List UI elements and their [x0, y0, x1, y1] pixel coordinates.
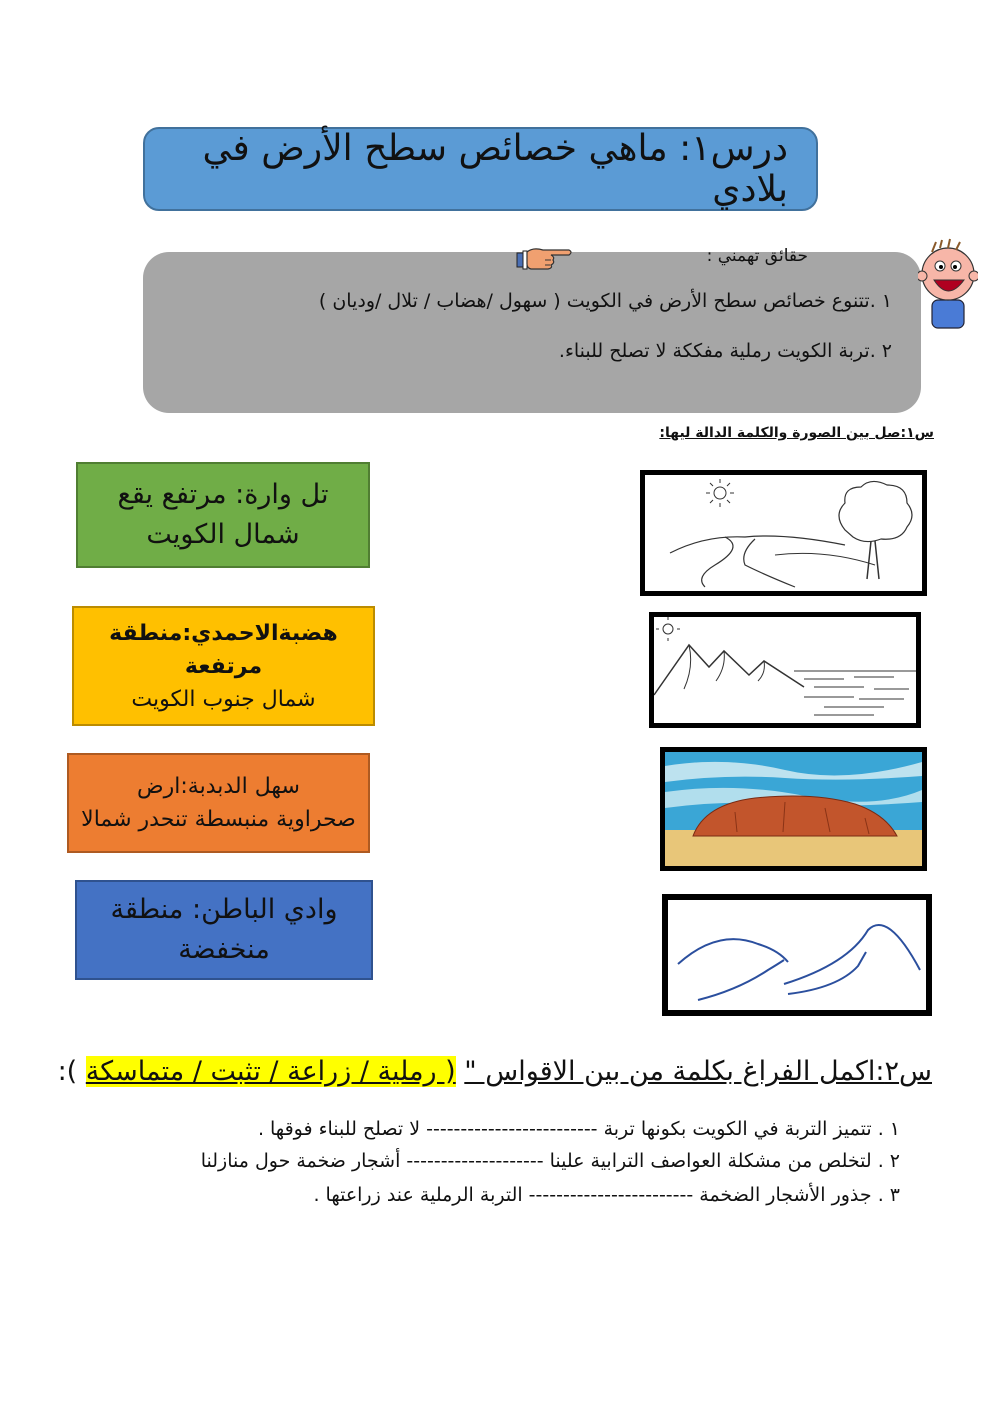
pointing-hand-icon: [515, 244, 575, 274]
question-2-word-bank: ( رملية / زراعة / تثبت / متماسكة: [85, 1056, 456, 1087]
question-1-prompt: س١:صل بين الصورة والكلمة الدالة ليها:: [659, 425, 934, 441]
lesson-title-box: [143, 127, 818, 211]
card-line-2: صحراوية منبسطة تنحدر شمالا: [81, 807, 356, 832]
fact-item-2: ٢ .تربة الكويت رملية مفككة لا تصلح للبناء.: [558, 340, 892, 362]
card-line-2: شمال جنوب الكويت: [131, 686, 316, 712]
card-ahmadi-plateau: [72, 606, 375, 726]
plateau-picture: [649, 612, 921, 728]
card-line-2: شمال الكويت: [146, 519, 300, 550]
desert-rock-picture: [660, 747, 927, 871]
question-2-close: ):: [57, 1056, 78, 1087]
fill-item-3: ٣ . جذور الأشجار الضخمة ------------------------ التربة الرملية عند زراعتها .: [313, 1184, 900, 1206]
card-line-1: هضبةالاحمدي:منطقة مرتفعة: [109, 620, 338, 679]
lesson-title: درس١: ماهي خصائص سطح الأرض في بلادي: [202, 128, 788, 210]
facts-box: [143, 252, 921, 413]
fill-item-2: ٢ . لتخلص من مشكلة العواصف الترابية علينا -------------------- أشجار ضخمة حول منازلنا: [200, 1150, 900, 1172]
question-2-prompt: [58, 1056, 932, 1087]
card-dibdibba-plain: [67, 753, 370, 853]
facts-heading: حقائق تهمني :: [706, 246, 808, 266]
cartoon-boy-icon: [918, 238, 978, 334]
card-line-1: سهل الدبدبة:ارض: [137, 774, 300, 799]
card-line-2: منخفضة: [178, 934, 270, 965]
valley-picture: [662, 894, 932, 1016]
fill-item-1: ١ . تتميز التربة في الكويت بكونها تربة ------------------------- لا تصلح للبناء فوقها .: [257, 1118, 900, 1140]
card-line-1: وادي الباطن: منطقة: [110, 893, 338, 925]
question-2-text: س٢:اكمل الفراغ بكلمة من بين الاقواس ": [464, 1056, 932, 1087]
card-batin-valley: [75, 880, 373, 980]
plain-picture: [640, 470, 927, 596]
card-tall-wara: [76, 462, 370, 568]
card-line-1: تل وارة: مرتفع يقع: [117, 478, 329, 510]
fact-item-1: ١ .تتنوع خصائص سطح الأرض في الكويت ( سهول /هضاب / تلال /وديان ): [318, 290, 892, 312]
